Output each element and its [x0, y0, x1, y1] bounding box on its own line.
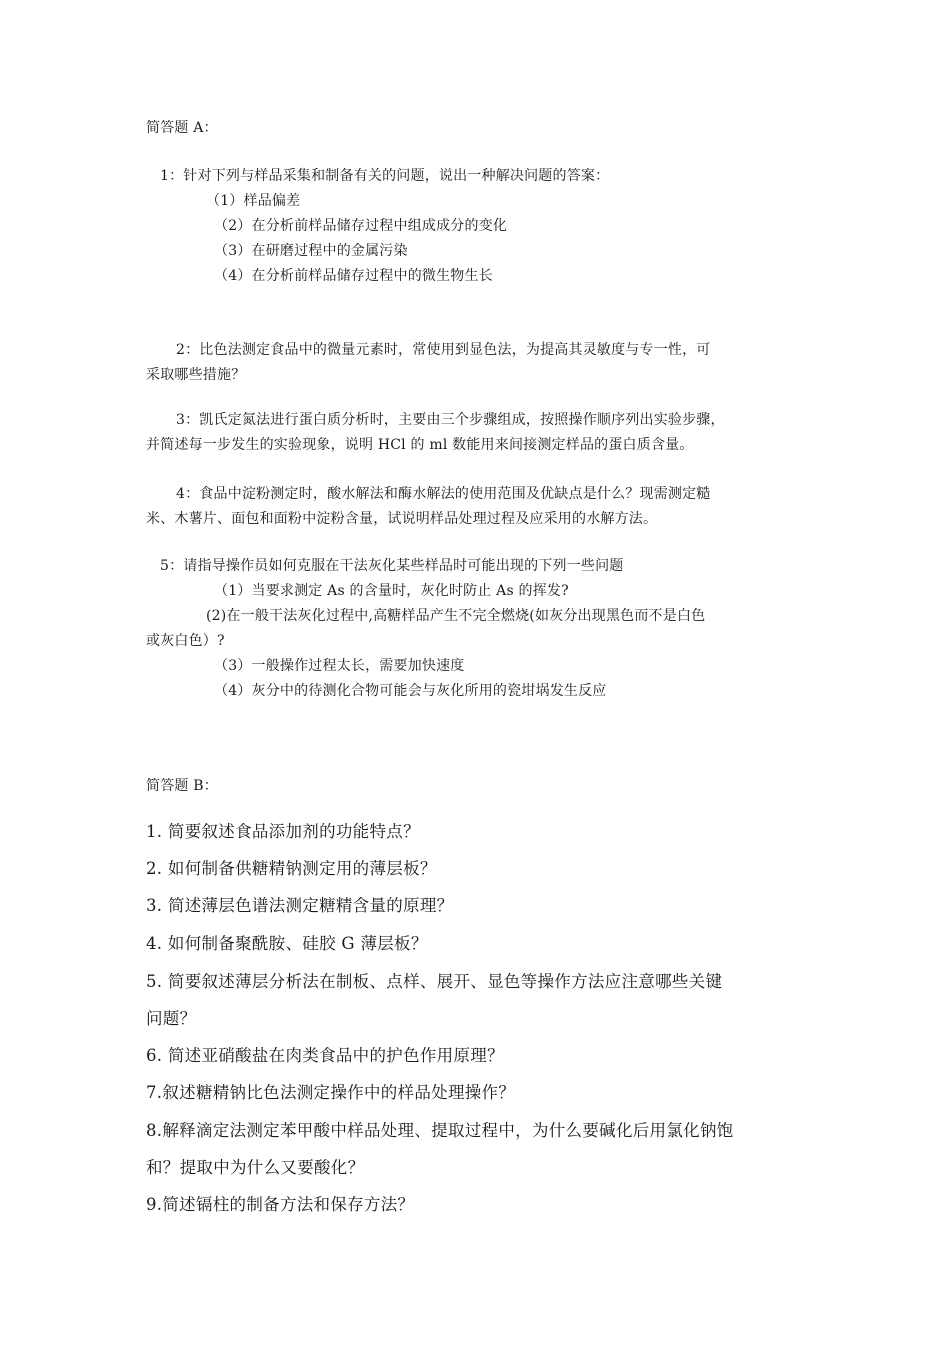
question-a1-item: （3）在研磨过程中的金属污染	[214, 243, 408, 259]
question-a1-item: （1）样品偏差	[206, 193, 301, 209]
question-a2-line2: 采取哪些措施？	[146, 367, 246, 383]
question-b8-line2: 和？提取中为什么又要酸化？	[146, 1158, 365, 1177]
question-a1-item: （4）在分析前样品储存过程中的微生物生长	[214, 268, 493, 284]
question-b3: 3. 简述薄层色谱法测定糖精含量的原理？	[146, 896, 454, 915]
question-a4-line2: 米、木薯片、面包和面粉中淀粉含量，试说明样品处理过程及应采用的水解方法。	[146, 511, 658, 527]
question-b5-line2: 问题？	[146, 1009, 197, 1028]
question-a3-line2: 并简述每一步发生的实验现象，说明 HCl 的 ml 数能用来间接测定样品的蛋白质含量。	[146, 437, 694, 453]
question-a5: 5：请指导操作员如何克服在干法灰化某些样品时可能出现的下列一些问题	[160, 558, 624, 574]
question-b2: 2. 如何制备供糖精钠测定用的薄层板？	[146, 859, 437, 878]
question-b7: 7.叙述糖精钠比色法测定操作中的样品处理操作？	[146, 1083, 516, 1102]
question-b4: 4. 如何制备聚酰胺、硅胶 G 薄层板？	[146, 934, 428, 953]
question-a5-item: 或灰白色）?	[146, 633, 225, 649]
question-a5-item: （4）灰分中的待测化合物可能会与灰化所用的瓷坩埚发生反应	[214, 683, 607, 699]
question-a4-line1: 4：食品中淀粉测定时，酸水解法和酶水解法的使用范围及优缺点是什么？现需测定糙	[176, 486, 711, 502]
question-a3-line1: 3：凯氏定氮法进行蛋白质分析时，主要由三个步骤组成，按照操作顺序列出实验步骤，	[176, 412, 725, 428]
question-a5-item: (2)在一般干法灰化过程中,高糖样品产生不完全燃烧(如灰分出现黑色而不是白色	[206, 608, 706, 624]
question-b1: 1. 简要叙述食品添加剂的功能特点？	[146, 822, 420, 841]
question-a5-item: （1）当要求测定 As 的含量时，灰化时防止 As 的挥发?	[214, 583, 569, 599]
question-a5-item: （3）一般操作过程太长，需要加快速度	[214, 658, 465, 674]
question-a1: 1：针对下列与样品采集和制备有关的问题，说出一种解决问题的答案：	[160, 168, 610, 184]
question-a2-line1: 2：比色法测定食品中的微量元素时，常使用到显色法，为提高其灵敏度与专一性，可	[176, 342, 711, 358]
section-a-heading: 简答题 A：	[146, 120, 218, 136]
question-b9: 9.简述镉柱的制备方法和保存方法？	[146, 1195, 415, 1214]
section-b-heading: 简答题 B：	[146, 778, 218, 794]
question-b8-line1: 8.解释滴定法测定苯甲酸中样品处理、提取过程中，为什么要碱化后用氯化钠饱	[146, 1121, 734, 1140]
question-b5-line1: 5. 简要叙述薄层分析法在制板、点样、展开、显色等操作方法应注意哪些关键	[146, 972, 723, 991]
question-a1-item: （2）在分析前样品储存过程中组成成分的变化	[214, 218, 508, 234]
question-b6: 6. 简述亚硝酸盐在肉类食品中的护色作用原理？	[146, 1046, 504, 1065]
